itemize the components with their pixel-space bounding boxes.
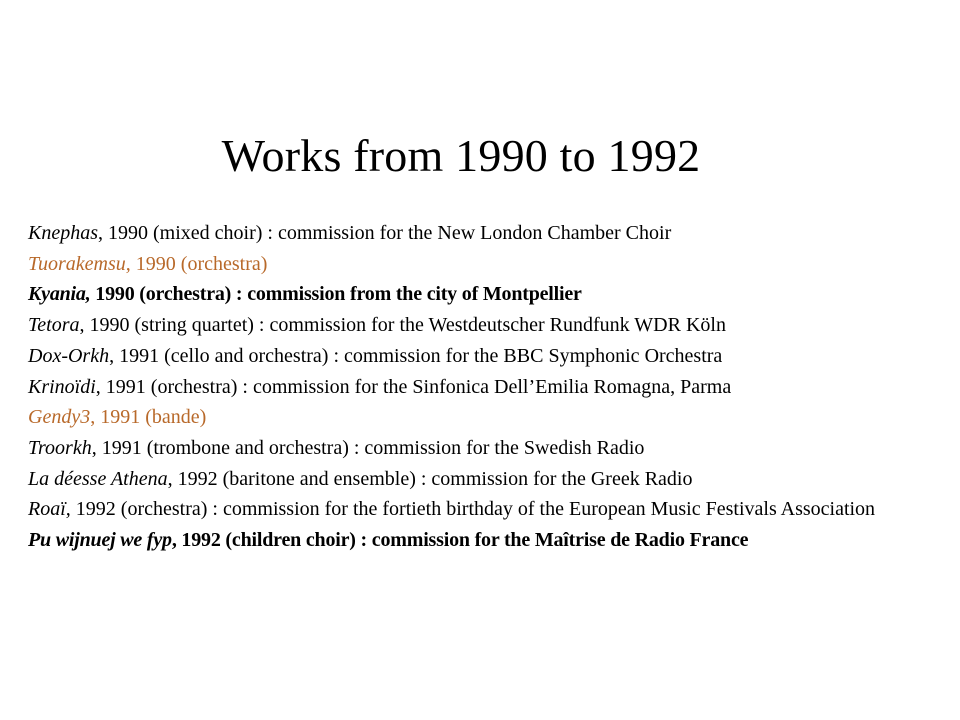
work-title: Tuorakemsu, bbox=[28, 252, 131, 275]
work-entry-pu-wijnuej-we-fyp bbox=[28, 525, 952, 556]
work-entry-dox-orkh bbox=[28, 341, 952, 372]
slide-title: Works from 1990 to 1992 bbox=[221, 130, 701, 181]
work-details: , 1990 (mixed choir) : commission for the New London Chamber Choir bbox=[98, 222, 672, 244]
work-details: , 1991 (bande) bbox=[90, 406, 207, 429]
work-entry-knephas bbox=[28, 218, 952, 249]
work-details: 1992 (orchestra) : commission for the fortieth birthday of the European Music Festivals Association bbox=[70, 498, 876, 521]
work-entry-la-deesse-athena bbox=[28, 464, 952, 495]
work-entry-tuorakemsu bbox=[28, 249, 952, 280]
work-title: Tetora bbox=[28, 314, 80, 337]
work-details: , 1991 (cello and orchestra) : commission for the BBC Symphonic Orchestra bbox=[109, 344, 723, 367]
work-title: Knephas bbox=[28, 222, 98, 244]
work-details: 1990 (orchestra) bbox=[130, 252, 268, 275]
work-details: 1990 (orchestra) : commission from the city of Montpellier bbox=[90, 283, 582, 306]
work-title: Pu wijnuej we fyp bbox=[28, 529, 172, 552]
works-list bbox=[28, 218, 952, 556]
work-title: Gendy3 bbox=[28, 406, 91, 429]
work-details: , 1992 (baritone and ensemble) : commission for the Greek Radio bbox=[167, 467, 693, 490]
work-details: , 1990 (string quartet) : commission for the Westdeutscher Rundfunk WDR Köln bbox=[79, 314, 726, 337]
work-entry-tetora bbox=[28, 310, 952, 341]
work-title: Krinoïdi bbox=[28, 375, 96, 398]
work-details: , 1992 (children choir) : commission for the Maîtrise de Radio France bbox=[171, 529, 749, 552]
work-title: La déesse Athena bbox=[28, 467, 168, 490]
work-entry-gendy3 bbox=[28, 402, 952, 433]
work-entry-krinoidi bbox=[28, 372, 952, 403]
work-entry-roai bbox=[28, 494, 952, 525]
work-entry-troorkh bbox=[28, 433, 952, 464]
work-title: Kyania, bbox=[28, 283, 91, 306]
work-entry-kyania bbox=[28, 279, 952, 310]
work-details: , 1991 (orchestra) : commission for the Sinfonica Dell’Emilia Romagna, Parma bbox=[95, 375, 732, 398]
work-title: Dox-Orkh bbox=[28, 344, 110, 367]
work-details: , 1991 (trombone and orchestra) : commission for the Swedish Radio bbox=[91, 436, 645, 459]
work-title: Troorkh bbox=[28, 436, 92, 459]
work-title: Roaï, bbox=[28, 498, 71, 521]
